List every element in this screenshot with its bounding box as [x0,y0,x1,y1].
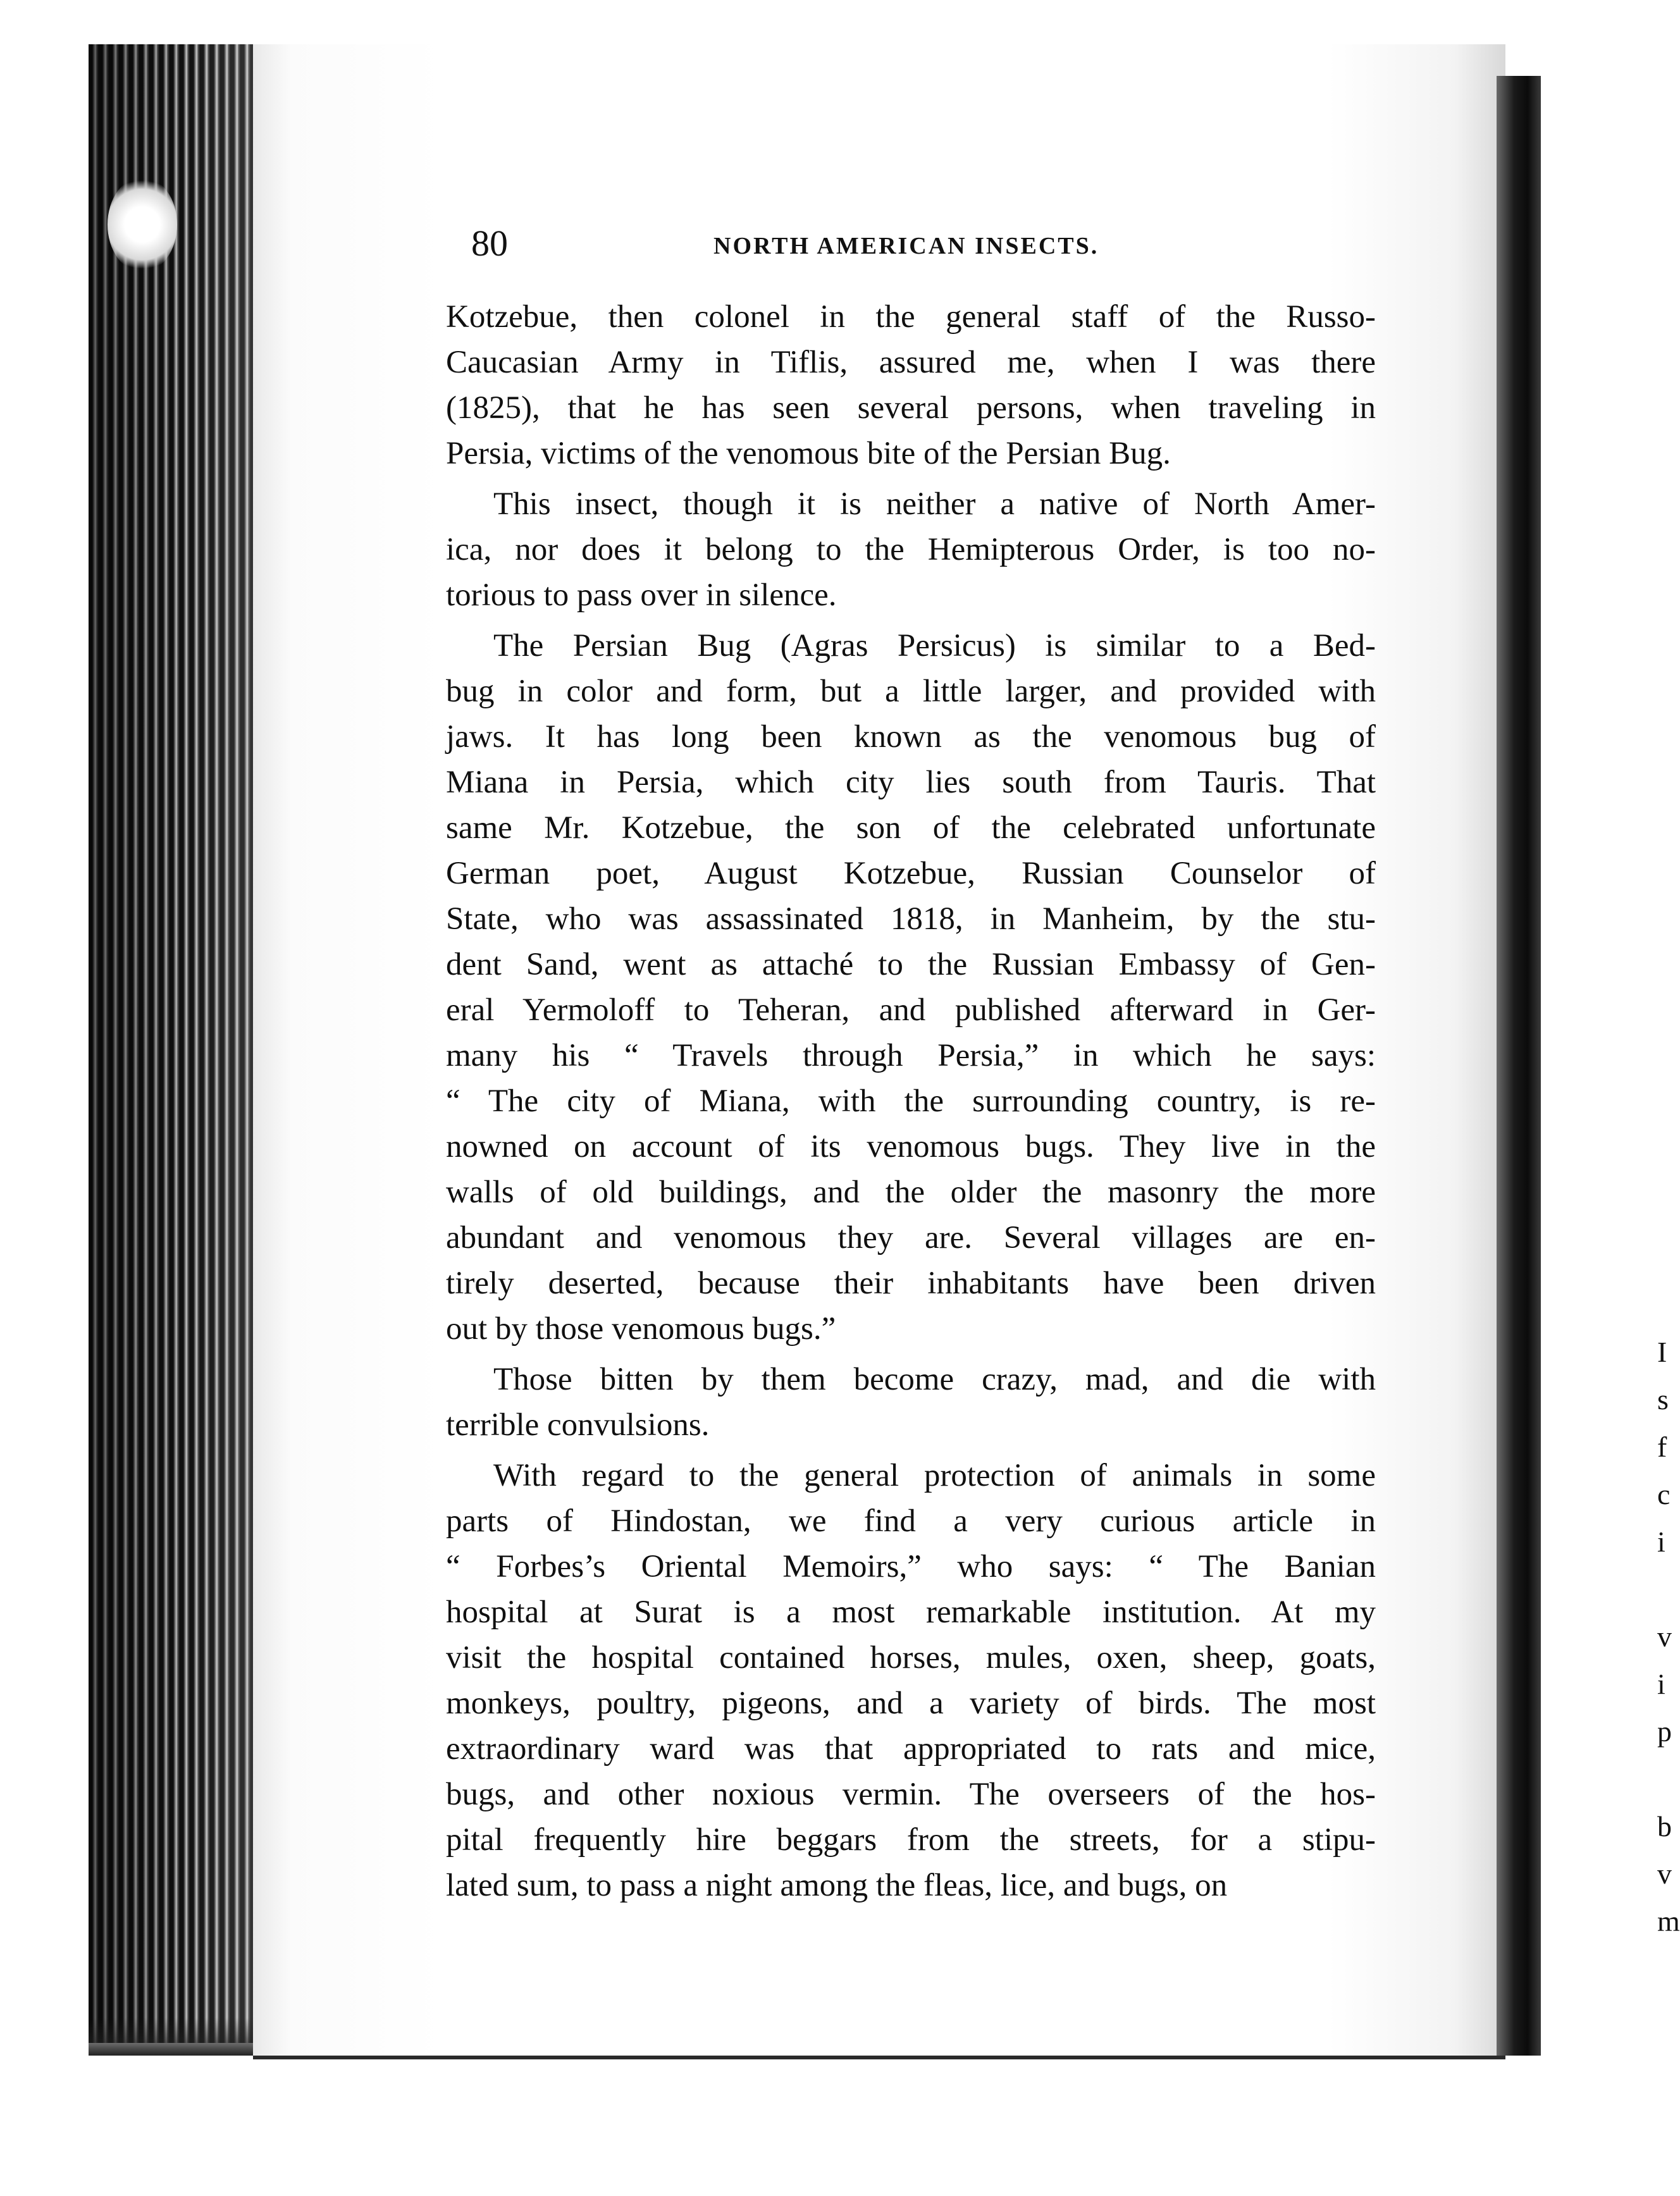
facing-letter: i [1657,1668,1665,1700]
facing-letter: v [1657,1620,1672,1653]
text-line: tirely deserted, because their inhabitants have been driven [446,1266,1376,1301]
text-line: extraordinary ward was that appropriated to rats and mice, [446,1731,1376,1767]
paragraph [446,1453,1376,1908]
text-line: bugs, and other noxious vermin. The overseers of the hos- [446,1777,1376,1812]
facing-letter: i [1657,1526,1665,1558]
text-line: dent Sand, went as attaché to the Russian Embassy of Gen- [446,947,1376,982]
text-line: abundant and venomous they are. Several villages are en- [446,1220,1376,1255]
text-line: visit the hospital contained horses, mules, oxen, sheep, goats, [446,1640,1376,1675]
facing-letter: v [1657,1858,1672,1890]
text-line: monkeys, poultry, pigeons, and a variety of birds. The most [446,1686,1376,1721]
text-line: parts of Hindostan, we find a very curious article in [446,1503,1376,1539]
body-text [446,294,1376,1913]
text-line: ica, nor does it belong to the Hemipterous Order, is too no- [446,532,1376,567]
paragraph [446,623,1376,1352]
text-line: many his “ Travels through Persia,” in which he says: [446,1038,1376,1073]
paper-blemish [108,177,177,272]
facing-letter: s [1657,1383,1669,1416]
book-gutter [1497,76,1541,2056]
facing-letter: f [1657,1431,1667,1463]
text-line: With regard to the general protection of animals in some [493,1458,1376,1493]
facing-letter [1657,1565,1672,1613]
text-line: Miana in Persia, which city lies south from Tauris. That [446,765,1376,800]
text-line: torious to pass over in silence. [446,577,837,613]
text-line: walls of old buildings, and the older the masonry the more [446,1175,1376,1210]
facing-letter: m [1657,1905,1680,1937]
facing-letter: c [1657,1478,1671,1510]
paragraph [446,294,1376,476]
text-line: nowned on account of its venomous bugs. They live in the [446,1129,1376,1164]
text-line: terrible convulsions. [446,1407,710,1443]
text-line: eral Yermoloff to Teheran, and published afterward in Ger- [446,992,1376,1028]
text-line: pital frequently hire beggars from the streets, for a stipu- [446,1822,1376,1858]
text-line: jaws. It has long been known as the venomous bug of [446,719,1376,755]
text-line: hospital at Surat is a most remarkable institution. At my [446,1595,1376,1630]
text-line: “ The city of Miana, with the surrounding country, is re- [446,1083,1376,1119]
paragraph [446,1357,1376,1448]
text-line: same Mr. Kotzebue, the son of the celebrated unfortunate [446,810,1376,846]
text-line: The Persian Bug (Agras Persicus) is similar to a Bed- [493,628,1376,663]
facing-letter [1657,1755,1672,1803]
text-line: out by those venomous bugs.” [446,1311,836,1347]
text-line: lated sum, to pass a night among the fleas, lice, and bugs, on [446,1868,1228,1903]
text-line: “ Forbes’s Oriental Memoirs,” who says: “ The Banian [446,1549,1376,1584]
text-line: This insect, though it is neither a native of North Amer- [493,486,1376,522]
facing-letter: I [1657,1336,1667,1368]
text-line: Caucasian Army in Tiflis, assured me, when I was there [446,345,1376,380]
text-line: Persia, victims of the venomous bite of the Persian Bug. [446,436,1171,471]
page-number: 80 [471,223,508,264]
running-title: NORTH AMERICAN INSECTS. [713,233,1099,259]
page-edges-shadow [89,44,254,2043]
text-line: Kotzebue, then colonel in the general staff of the Russo- [446,299,1376,335]
facing-letter: b [1657,1810,1672,1842]
paragraph [446,481,1376,618]
page-edges-bottom [89,2018,259,2056]
text-line: (1825), that he has seen several persons, when traveling in [446,390,1376,426]
text-line: State, who was assassinated 1818, in Manheim, by the stu- [446,901,1376,937]
facing-letter: p [1657,1715,1672,1748]
text-line: bug in color and form, but a little larger, and provided with [446,674,1376,709]
text-line: Those bitten by them become crazy, mad, and die with [493,1362,1376,1397]
running-head [471,221,1369,266]
facing-page [1541,57,1680,2081]
text-line: German poet, August Kotzebue, Russian Counselor of [446,856,1376,891]
facing-page-text-fragment [1657,1328,1680,1945]
